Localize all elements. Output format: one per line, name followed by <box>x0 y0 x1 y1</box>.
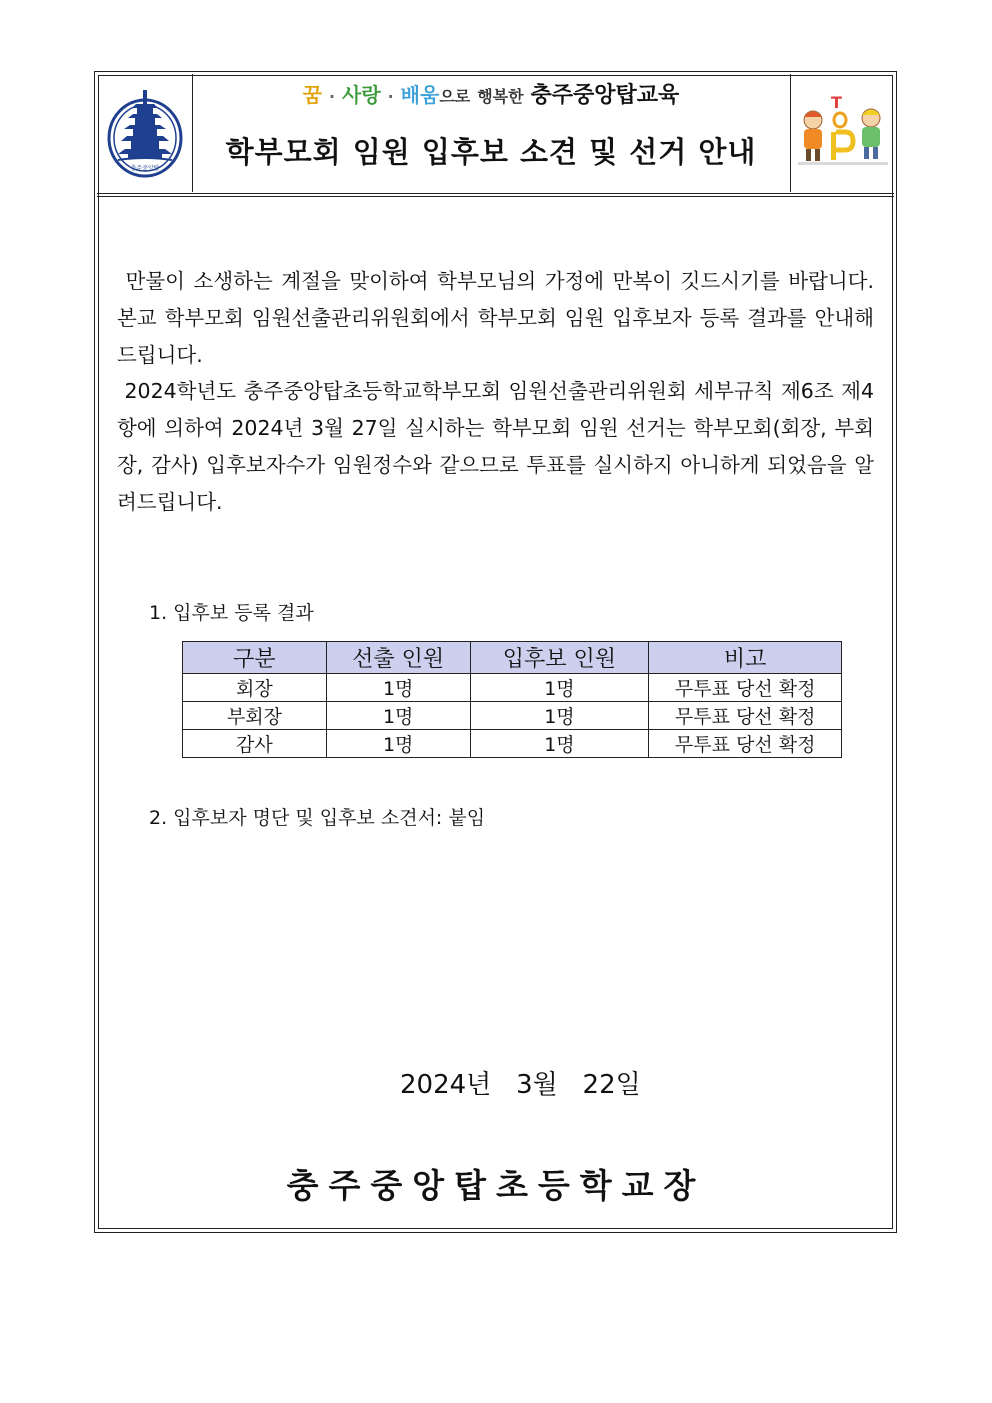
document-title: 학부모회 임원 입후보 소견 및 선거 안내 <box>225 135 757 169</box>
school-pagoda-logo-icon <box>106 86 184 178</box>
svg-text:T: T <box>831 93 842 112</box>
table-cell: 무투표 당선 확정 <box>649 730 842 758</box>
table-row <box>183 730 842 758</box>
header-divider-left <box>192 74 193 192</box>
header-slogan <box>194 78 788 109</box>
header-bottom-line <box>97 193 894 194</box>
table-row <box>183 674 842 702</box>
notice-paragraph <box>117 373 874 521</box>
slogan-word-learning: 배움 <box>400 83 440 107</box>
slogan-school-edu: 충주중앙탑교육 <box>530 83 680 108</box>
intro-paragraph-text: 만물이 소생하는 계절을 맞이하여 학부모님의 가정에 만복이 깃드시기를 바랍니다. 본교 학부모회 임원선출관리위원회에서 학부모회 임원 입후보자 등록 결과를 안내해 드립니다. <box>117 269 874 367</box>
principal-signature: 충주중앙탑초등학교장 <box>286 1166 706 1205</box>
table-cell: 1명 <box>470 674 649 702</box>
table-cell: 부회장 <box>183 702 327 730</box>
header-bottom-line-2 <box>97 196 894 197</box>
registration-result-table <box>182 641 842 758</box>
section-registration-result: 1. 입후보 등록 결과 <box>149 602 314 624</box>
section-candidate-list: 2. 입후보자 명단 및 입후보 소견서: 붙임 <box>149 807 486 829</box>
slogan-word-love: 사랑 <box>342 83 381 107</box>
slogan-word-dream: 꿈 <box>302 83 322 107</box>
header-divider-right <box>790 74 791 192</box>
table-cell: 무투표 당선 확정 <box>649 702 842 730</box>
table-cell: 회장 <box>183 674 327 702</box>
notice-paragraph-text: 2024학년도 충주중앙탑초등학교학부모회 임원선출관리위원회 세부규칙 제6조 제4항에 의하여 2024년 3월 27일 실시하는 학부모회 임원 선거는 학부모회(회장, 부회장, 감사) 입후보자수가 임원정수와 같으므로 투표를 실시하지 아니하게 되었음을 알려드립니다. <box>117 379 874 514</box>
table-row <box>183 702 842 730</box>
top-mascot-icon <box>793 90 891 170</box>
table-header-elected-count: 선출 인원 <box>326 642 470 674</box>
table-cell: 1명 <box>470 730 649 758</box>
slogan-particle: 으로 <box>439 87 471 106</box>
intro-paragraph <box>117 263 874 374</box>
slogan-separator: · <box>387 87 394 106</box>
table-cell: 1명 <box>470 702 649 730</box>
table-header-candidate-count: 입후보 인원 <box>470 642 649 674</box>
table-cell: 1명 <box>326 674 470 702</box>
table-cell: 1명 <box>326 730 470 758</box>
logo-text: 충주중앙탑 <box>130 165 160 172</box>
slogan-separator: · <box>328 87 336 106</box>
table-cell: 무투표 당선 확정 <box>649 674 842 702</box>
table-cell: 감사 <box>183 730 327 758</box>
table-header-row <box>183 642 842 674</box>
slogan-happy: 행복한 <box>477 87 524 106</box>
table-header-category: 구분 <box>183 642 327 674</box>
document-date: 2024년 3월 22일 <box>400 1070 641 1100</box>
table-header-remarks: 비고 <box>649 642 842 674</box>
table-cell: 1명 <box>326 702 470 730</box>
